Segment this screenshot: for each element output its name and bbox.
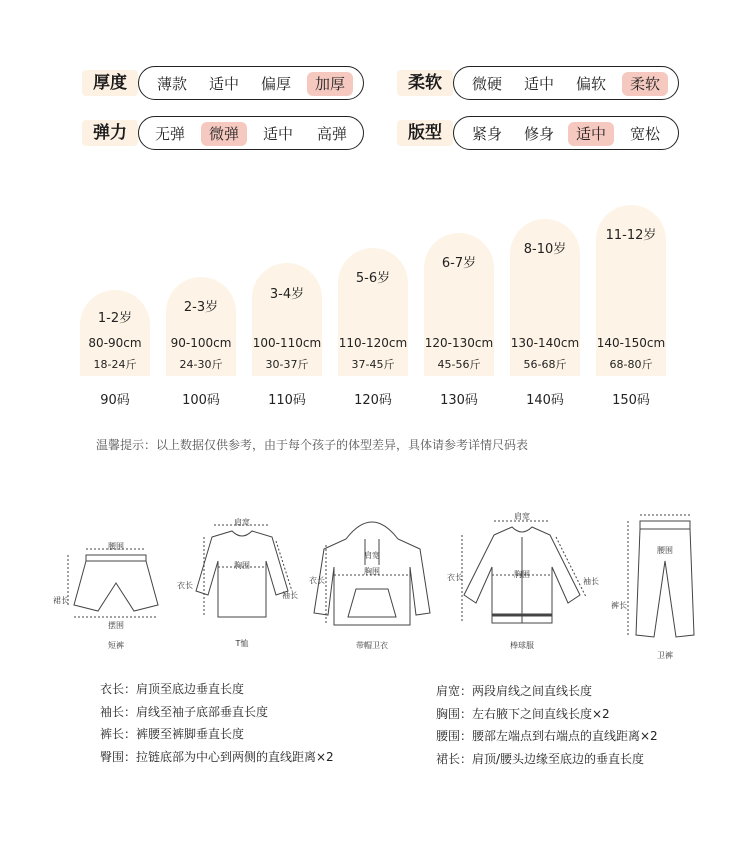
size-age: 11-12岁 xyxy=(605,228,657,243)
definition-item: 臀围：拉链底部为中心到两侧的直线距离×2 xyxy=(100,749,334,764)
option: 适中 xyxy=(262,125,293,143)
definitions-right xyxy=(436,680,658,770)
option: 偏软 xyxy=(575,75,606,93)
option: 高弹 xyxy=(316,125,347,143)
size-weight: 45-56斤 xyxy=(437,358,481,371)
shorts-waist-label: 腰围 xyxy=(108,542,124,551)
option: 宽松 xyxy=(629,125,660,143)
option: 薄款 xyxy=(156,75,187,93)
size-code: 100码 xyxy=(182,393,220,408)
size-weight: 18-24斤 xyxy=(93,358,137,371)
size-weight: 30-37斤 xyxy=(265,358,309,371)
definition-item: 衣长：肩顶至底边垂直长度 xyxy=(100,682,245,696)
size-code: 120码 xyxy=(354,393,392,408)
definitions-left xyxy=(100,678,334,768)
option: 紧身 xyxy=(471,125,502,143)
hoodie-chest-label: 胸围 xyxy=(364,567,380,576)
size-weight: 56-68斤 xyxy=(523,358,567,371)
hoodie-name: 带帽卫衣 xyxy=(356,641,388,650)
definition-item: 肩宽：两段肩线之间直线长度 xyxy=(436,684,593,698)
size-height: 100-110cm xyxy=(252,336,322,350)
pants-name: 卫裤 xyxy=(657,651,673,660)
tshirt-length-label: 衣长 xyxy=(177,581,193,590)
size-age: 1-2岁 xyxy=(97,311,133,326)
size-height: 110-120cm xyxy=(338,336,408,350)
size-height: 90-100cm xyxy=(170,336,232,350)
size-code: 90码 xyxy=(100,393,130,408)
pants-waist-label: 腰围 xyxy=(657,546,673,555)
option: 适中 xyxy=(523,75,554,93)
definition-item: 裤长：裤腰至裤脚垂直长度 xyxy=(100,727,245,741)
pants-diagram xyxy=(628,515,694,637)
attr-label: 版型 xyxy=(397,120,453,146)
tshirt-diagram xyxy=(196,525,292,617)
shorts-diagram xyxy=(68,549,158,617)
attr-label: 柔软 xyxy=(397,70,453,96)
option-selected: 微弹 xyxy=(201,122,247,146)
definition-item: 袖长：肩线至袖子底部垂直长度 xyxy=(100,704,269,719)
option-selected: 柔软 xyxy=(622,72,668,96)
size-chart xyxy=(0,0,750,420)
size-code: 130码 xyxy=(440,393,478,408)
size-height: 120-130cm xyxy=(424,336,494,350)
tshirt-name: T恤 xyxy=(235,639,249,648)
size-height: 130-140cm xyxy=(510,336,580,350)
shorts-hem-label: 摆围 xyxy=(108,621,124,630)
size-code: 110码 xyxy=(268,393,306,408)
size-height: 80-90cm xyxy=(88,336,142,350)
size-weight: 68-80斤 xyxy=(609,358,653,371)
definition-item: 腰围：腰部左端点到右端点的直线距离×2 xyxy=(436,729,658,743)
size-code: 150码 xyxy=(612,393,650,408)
definition-item: 裙长：肩顶/腰头边缘至底边的垂直长度 xyxy=(436,751,645,766)
hoodie-shoulder-label: 肩宽 xyxy=(364,551,380,560)
jacket-chest-label: 胸围 xyxy=(514,570,530,579)
size-note: 温馨提示：以上数据仅供参考，由于每个孩子的体型差异，具体请参考详情尺码表 xyxy=(96,438,529,452)
size-age: 5-6岁 xyxy=(355,271,391,286)
shorts-length-label: 裙长 xyxy=(53,596,69,605)
attr-label: 厚度 xyxy=(82,70,138,96)
size-height: 140-150cm xyxy=(596,336,666,350)
option-selected: 适中 xyxy=(568,122,614,146)
option: 修身 xyxy=(523,125,554,143)
size-age: 8-10岁 xyxy=(523,242,567,257)
option: 偏厚 xyxy=(260,75,291,93)
size-age: 2-3岁 xyxy=(183,300,219,315)
option: 无弹 xyxy=(154,125,185,143)
option-selected: 加厚 xyxy=(307,72,353,96)
tshirt-sleeve-label: 袖长 xyxy=(282,591,298,600)
definition-item: 胸围：左右腋下之间直线长度×2 xyxy=(436,706,610,721)
jacket-sleeve-label: 袖长 xyxy=(583,577,599,586)
size-weight: 37-45斤 xyxy=(351,358,395,371)
size-age: 6-7岁 xyxy=(441,256,477,271)
jacket-length-label: 衣长 xyxy=(447,573,463,582)
attr-label: 弹力 xyxy=(82,120,138,146)
option: 适中 xyxy=(208,75,239,93)
shorts-name: 短裤 xyxy=(108,641,124,650)
option: 微硬 xyxy=(471,75,502,93)
tshirt-shoulder-label: 肩宽 xyxy=(234,518,250,527)
tshirt-chest-label: 胸围 xyxy=(234,561,250,570)
size-weight: 24-30斤 xyxy=(179,358,223,371)
jacket-name: 棒球服 xyxy=(510,641,534,650)
size-code: 140码 xyxy=(526,393,564,408)
pants-length-label: 裤长 xyxy=(611,601,627,610)
size-age: 3-4岁 xyxy=(269,287,305,302)
jacket-shoulder-label: 肩宽 xyxy=(514,512,530,521)
hoodie-length-label: 衣长 xyxy=(309,576,325,585)
